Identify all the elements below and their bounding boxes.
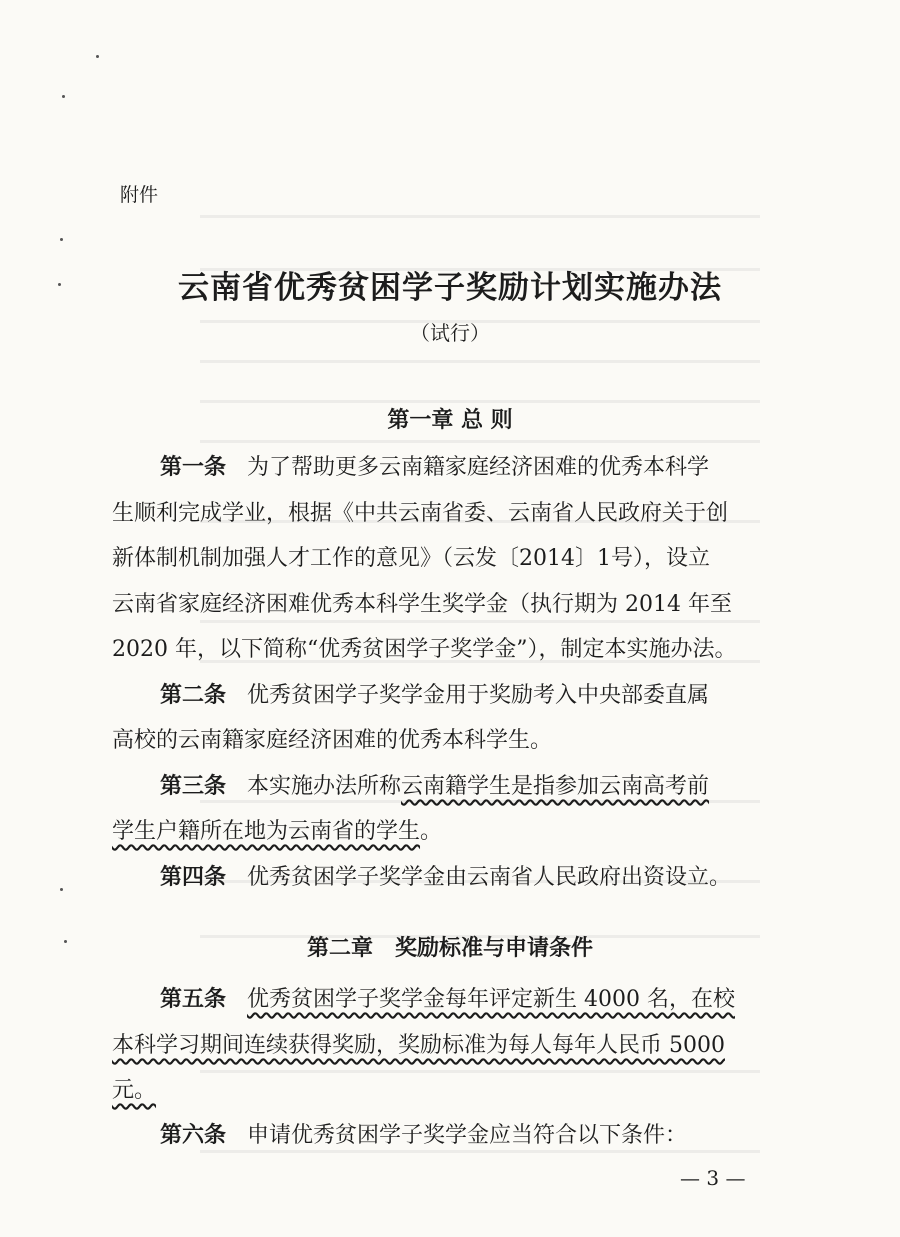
article-4-label: 第四条 [160,864,227,890]
article-2-line-1: 第二条 优秀贫困学子奖学金用于奖励考入中央部委直属 [160,682,710,708]
bleed-through-line [200,360,760,363]
page-number: — 3 — [680,1166,746,1190]
scan-speck [96,55,99,58]
attachment-label: 附件 [120,184,159,206]
bleed-through-line [200,440,760,443]
bleed-through-line [200,620,760,623]
handwritten-underline: 优秀贫困学子奖学金每年评定新生 4000 名，在校 [247,987,735,1012]
handwritten-underline: 云南籍学生是指参加云南高考前 [401,774,710,799]
scan-speck [62,95,65,98]
article-2-label: 第二条 [160,682,227,708]
scan-speck [60,888,63,891]
article-1-line-4: 云南省家庭经济困难优秀本科学生奖学金（执行期为 2014 年至 [112,592,732,617]
article-4-line-1: 第四条 优秀贫困学子奖学金由云南省人民政府出资设立。 [160,864,732,890]
handwritten-underline: 元。 [112,1078,157,1103]
bleed-through-line [200,800,760,803]
article-5-line-1 [160,982,735,1013]
document-subtitle: （试行） [410,321,490,345]
chapter-1-heading: 第一章 总 则 [387,407,513,433]
bleed-through-line [200,215,760,218]
article-1-line-2: 生顺利完成学业，根据《中共云南省委、云南省人民政府关于创 [112,501,729,526]
article-6-line-1: 第六条 申请优秀贫困学子奖学金应当符合以下条件： [160,1122,688,1148]
article-5-line-3 [112,1073,156,1104]
article-1-line-5: 2020 年，以下简称“优秀贫困学子奖学金”），制定本实施办法。 [112,637,737,662]
article-2-line-2: 高校的云南籍家庭经济困难的优秀本科学生。 [112,728,553,753]
article-3-line-1: 第三条 本实施办法所称云南籍学生是指参加云南高考前 [160,773,710,799]
document-title: 云南省优秀贫困学子奖励计划实施办法 [178,270,722,306]
article-5-line-2 [112,1028,725,1059]
handwritten-underline: 学生户籍所在地为云南省的学生 [112,819,421,844]
bleed-through-line [200,1150,760,1153]
article-3-label: 第三条 [160,773,227,799]
chapter-2-heading: 第二章 奖励标准与申请条件 [306,935,593,961]
article-3-line-2: 学生户籍所在地为云南省的学生。 [112,819,443,844]
article-1-label: 第一条 [160,454,227,480]
article-1-line-3: 新体制机制加强人才工作的意见》（云发〔2014〕1号），设立 [112,546,710,571]
handwritten-underline: 本科学习期间连续获得奖励，奖励标准为每人每年人民币 5000 [112,1033,725,1058]
scan-speck [60,238,63,241]
article-5-label: 第五条 [160,986,227,1012]
article-1-line-1: 第一条 为了帮助更多云南籍家庭经济困难的优秀本科学 [160,454,710,480]
article-6-label: 第六条 [160,1122,227,1148]
bleed-through-line [200,1070,760,1073]
